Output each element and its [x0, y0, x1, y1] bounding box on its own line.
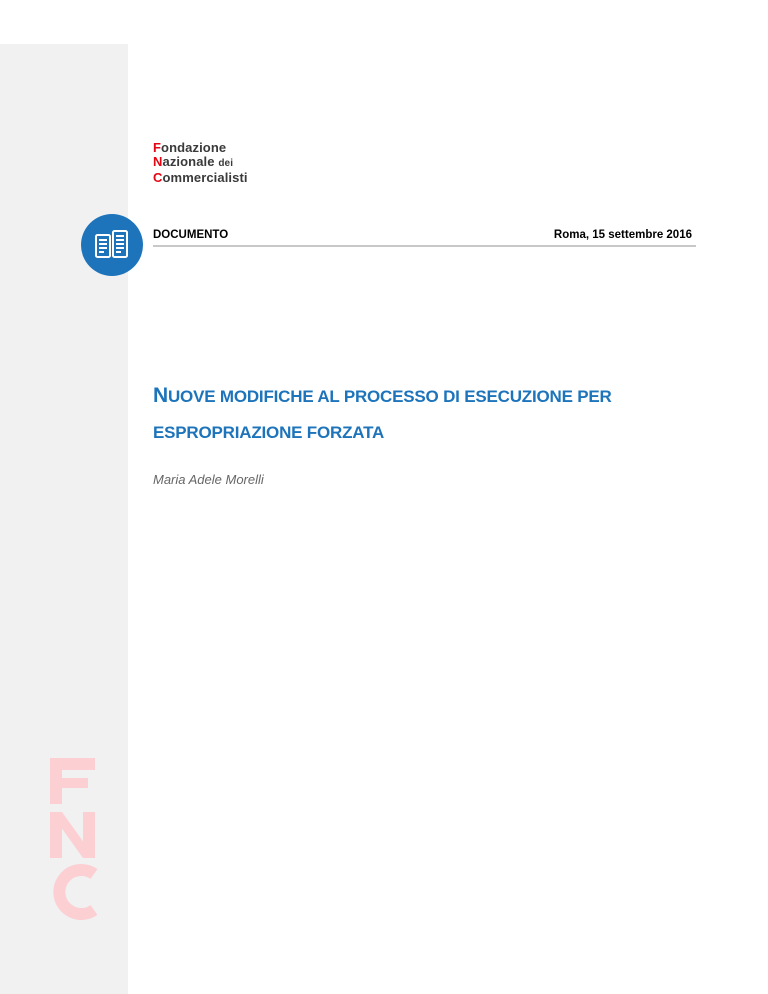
author-name: Maria Adele Morelli: [153, 472, 264, 487]
fnc-logo: Fondazione Nazionale dei Commercialisti: [153, 140, 248, 185]
document-date: Roma, 15 settembre 2016: [553, 229, 692, 241]
watermark-letter-f: [50, 758, 95, 804]
document-title: NUOVE MODIFICHE AL PROCESSO DI ESECUZIONE PER ESPROPRIAZIONE FORZATA: [153, 384, 612, 442]
watermark-letter-n: [50, 812, 95, 858]
document-type-label: DOCUMENTO: [153, 229, 229, 241]
documents-icon: [81, 214, 143, 276]
fnc-watermark: [50, 750, 100, 920]
watermark-letter-c: [59, 870, 94, 914]
document-header: [153, 227, 696, 247]
